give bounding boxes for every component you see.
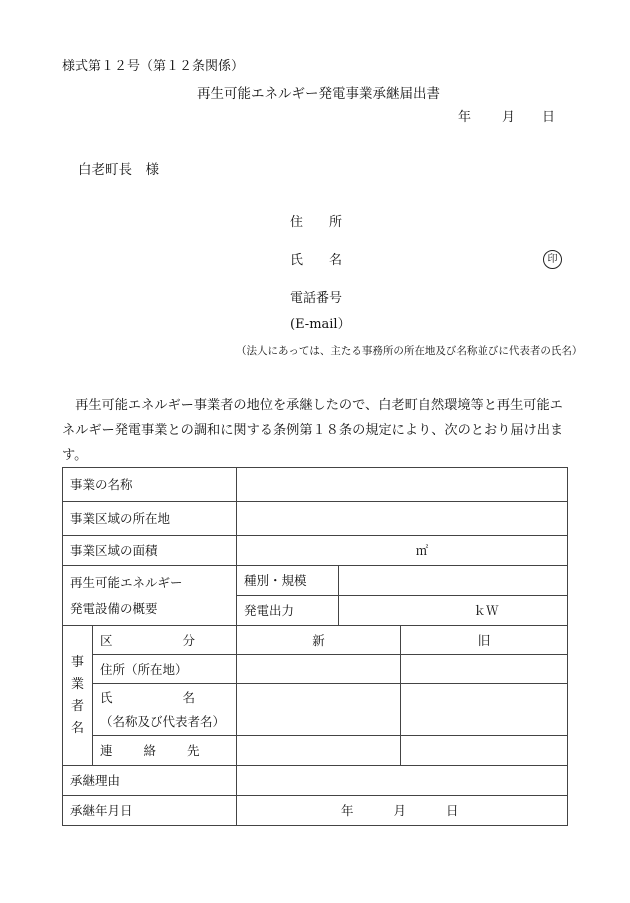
reason-label: 承継理由: [63, 766, 237, 796]
contact-char: 絡: [143, 743, 157, 758]
reason-value[interactable]: [237, 766, 568, 796]
contact-label: [93, 736, 237, 766]
date-month: 月: [502, 110, 516, 125]
table-row: [63, 536, 568, 566]
equipment-label-line: 発電設備の概要: [70, 600, 158, 616]
succession-date-label: 承継年月日: [63, 796, 237, 826]
output-unit: ｋＷ: [473, 603, 499, 618]
area-unit: ㎡: [415, 543, 429, 558]
body-line: す。: [62, 448, 88, 463]
table-row: [63, 626, 568, 655]
area-size-label: 事業区域の面積: [63, 536, 237, 566]
date-day: 日: [542, 110, 556, 125]
output-label: 発電出力: [237, 596, 339, 626]
body-line: ネルギー発電事業との調和に関する条例第１８条の規定により、次のとおり届け出ま: [62, 423, 564, 438]
name-right: 名: [182, 689, 196, 705]
email-label: (E-mail）: [290, 317, 351, 332]
contact-char: 先: [187, 743, 200, 758]
operator-char: 名: [70, 720, 84, 736]
old-name-value[interactable]: [401, 684, 568, 736]
old-header: 旧: [401, 626, 568, 655]
operator-name-label: [63, 626, 93, 766]
area-size-value[interactable]: [237, 536, 568, 566]
old-contact-value[interactable]: [401, 736, 568, 766]
area-location-label: 事業区域の所在地: [63, 502, 237, 536]
phone-label: 電話番号: [290, 291, 343, 306]
addressee: 白老町長 様: [78, 162, 159, 178]
contact-char: 連: [100, 743, 113, 758]
category-right: 分: [182, 632, 196, 648]
succession-year: 年: [341, 803, 354, 818]
body-line: 再生可能エネルギー事業者の地位を承継したので、白老町自然環境等と再生可能エ: [62, 398, 563, 413]
type-scale-value[interactable]: [339, 566, 568, 596]
category-label: [93, 626, 237, 655]
table-row: [63, 468, 568, 502]
operator-char: 事: [70, 654, 84, 670]
operator-char: 者: [70, 698, 84, 714]
equipment-overview-label: [63, 566, 237, 626]
succession-date-value[interactable]: [237, 796, 568, 826]
table-row: [63, 502, 568, 536]
operator-address-label: 住所（所在地）: [93, 655, 237, 684]
table-row: [63, 684, 568, 736]
output-value[interactable]: [339, 596, 568, 626]
new-contact-value[interactable]: [237, 736, 401, 766]
business-name-value[interactable]: [237, 468, 568, 502]
operator-char: 業: [70, 676, 84, 692]
body-paragraph: [62, 393, 582, 468]
table-row: [63, 736, 568, 766]
table-row: [63, 766, 568, 796]
name-heading: [100, 686, 229, 710]
document-title: 再生可能エネルギー発電事業承継届出書: [197, 86, 440, 102]
succession-form-table: [62, 467, 568, 826]
form-number: 様式第１２号（第１２条関係）: [62, 59, 245, 74]
business-name-label: 事業の名称: [63, 468, 237, 502]
type-scale-label: 種別・規模: [237, 566, 339, 596]
category-left: 区: [100, 632, 113, 648]
area-location-value[interactable]: [237, 502, 568, 536]
table-row: [63, 796, 568, 826]
date-year: 年: [458, 110, 472, 125]
old-address-value[interactable]: [401, 655, 568, 684]
name-left: 氏: [100, 689, 113, 705]
seal-mark: 印: [543, 250, 562, 269]
equipment-label-line: 再生可能エネルギー: [70, 574, 183, 590]
succession-day: 日: [446, 803, 459, 818]
succession-month: 月: [393, 803, 407, 818]
operator-name-field-label: [93, 684, 237, 736]
name-label: 氏 名: [290, 253, 343, 268]
new-name-value[interactable]: [237, 684, 401, 736]
name-note: （名称及び代表者名）: [100, 713, 226, 729]
corporate-note: （法人にあっては、主たる事務所の所在地及び名称並びに代表者の氏名）: [236, 345, 583, 357]
table-row: [63, 566, 568, 596]
address-label: 住 所: [290, 215, 343, 230]
table-row: [63, 655, 568, 684]
new-header: 新: [237, 626, 401, 655]
new-address-value[interactable]: [237, 655, 401, 684]
